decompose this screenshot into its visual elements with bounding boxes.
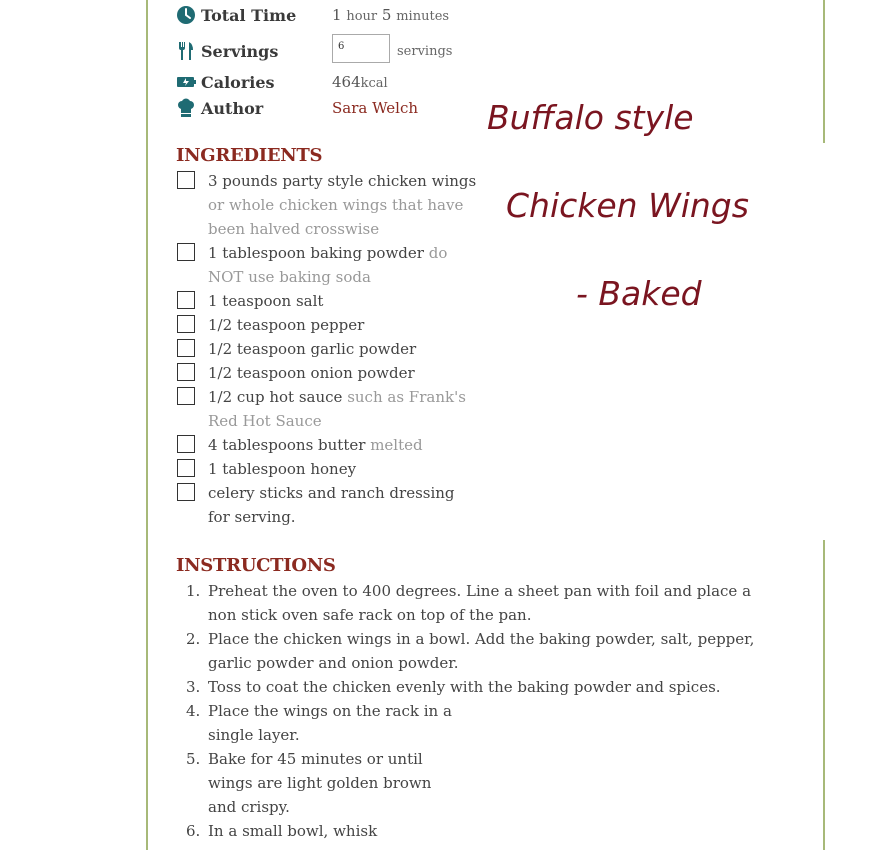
battery-icon [176,72,196,92]
step-text: Place the wings on the rack in a single layer. [208,702,452,744]
ingredient-item [176,457,476,481]
ingredient-item [176,241,476,289]
step-text: Toss to coat the chicken evenly with the baking powder and spices. [208,678,721,696]
step-number: 1. [186,582,201,600]
overlay-title-line-3: - Baked [576,274,702,313]
ingredient-text: celery sticks and ranch dressing for serving. [208,484,455,526]
ingredient-text: 1 teaspoon salt [208,292,324,310]
meta-calories [176,69,388,95]
fork-knife-icon [176,41,196,61]
step-text: Bake for 45 minutes or until wings are light golden brown and crispy. [208,750,432,816]
ingredient-text: 1/2 teaspoon garlic powder [208,340,417,358]
ingredient-checkbox[interactable] [177,435,195,453]
instruction-step [176,747,786,819]
ingredient-checkbox[interactable] [177,243,195,261]
step-number: 2. [186,630,201,648]
author-link[interactable]: Sara Welch [332,99,419,117]
ingredient-item [176,313,476,337]
total-time-label: Total Time [201,5,297,25]
instruction-step [176,675,786,699]
chef-hat-icon [176,98,196,118]
step-text: Place the chicken wings in a bowl. Add the baking powder, salt, pepper, garlic powder and onion powder. [208,630,755,672]
overlay-title-line-2: Chicken Wings [506,186,749,225]
ingredients-heading: INGREDIENTS [176,145,323,166]
ingredient-checkbox[interactable] [177,483,195,501]
ingredient-checkbox[interactable] [177,363,195,381]
ingredient-checkbox[interactable] [177,291,195,309]
ingredient-note: do NOT use baking soda [208,244,448,286]
ingredient-item [176,433,476,457]
instruction-step [176,819,786,843]
ingredient-text: 1/2 cup hot sauce [208,388,343,406]
ingredient-item [176,337,476,361]
instruction-step [176,699,786,747]
servings-unit: servings [397,43,453,59]
overlay-title-line-1: Buffalo style [487,98,694,137]
ingredient-text: 1 tablespoon honey [208,460,357,478]
instructions-list [176,579,786,843]
meta-author [176,95,419,121]
ingredient-item [176,361,476,385]
servings-label: Servings [201,41,279,61]
step-number: 5. [186,750,201,768]
instructions-heading: INSTRUCTIONS [176,555,336,576]
step-number: 6. [186,822,201,840]
ingredient-checkbox[interactable] [177,459,195,477]
total-time-value: 1 hour 5 minutes [332,6,450,24]
clock-icon [176,5,196,25]
servings-input[interactable]: 6 [332,34,390,63]
step-text: Preheat the oven to 400 degrees. Line a sheet pan with foil and place a non stick oven safe rack on top of the pan. [208,582,752,624]
instruction-step [176,579,786,627]
ingredient-item [176,481,476,529]
ingredient-text: 1 tablespoon baking powder [208,244,424,262]
step-number: 3. [186,678,201,696]
right-border-rule-bottom [823,540,825,850]
ingredient-note: or whole chicken wings that have been halved crosswise [208,196,464,238]
ingredient-text: 3 pounds party style chicken wings [208,172,477,190]
ingredient-text: 4 tablespoons butter [208,436,366,454]
calories-label: Calories [201,72,275,92]
author-label: Author [201,98,264,118]
ingredient-item [176,289,476,313]
calories-value: 464kcal [332,73,388,91]
instruction-step [176,627,786,675]
ingredient-note: melted [370,436,423,454]
ingredient-checkbox[interactable] [177,387,195,405]
step-text: In a small bowl, whisk [208,822,378,840]
step-number: 4. [186,702,201,720]
ingredient-item [176,169,476,241]
ingredient-checkbox[interactable] [177,171,195,189]
ingredient-item [176,385,476,433]
left-border-rule [146,0,148,850]
ingredient-checkbox[interactable] [177,339,195,357]
ingredient-text: 1/2 teaspoon pepper [208,316,365,334]
right-border-rule-top [823,0,825,143]
meta-servings [176,38,453,64]
ingredient-checkbox[interactable] [177,315,195,333]
meta-total-time [176,2,450,28]
ingredient-note: such as Frank's Red Hot Sauce [208,388,466,430]
ingredient-text: 1/2 teaspoon onion powder [208,364,415,382]
